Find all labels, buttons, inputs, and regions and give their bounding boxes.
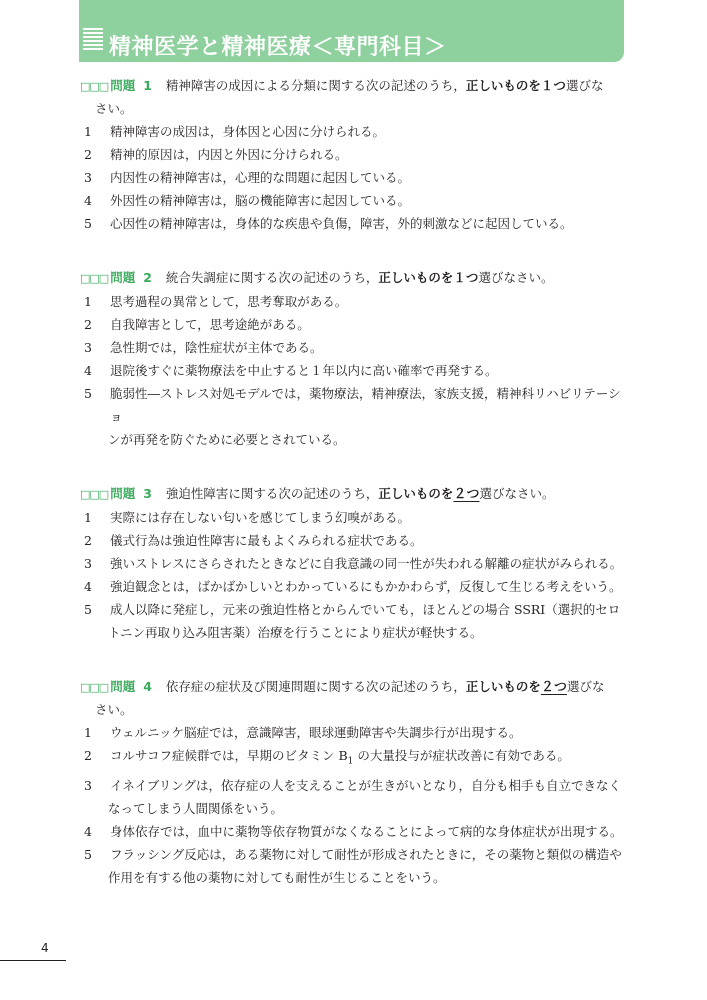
option-item — [80, 598, 630, 621]
option-text: フラッシング反応は，ある薬物に対して耐性が形成されたときに，その薬物と類似の構造や — [110, 846, 622, 862]
subscript: 1 — [347, 756, 354, 767]
option-number: 3 — [84, 777, 92, 793]
question-stem — [80, 483, 630, 506]
checkbox-icons[interactable]: □□□ — [80, 488, 109, 501]
option-continuation: トニン再取り込み阻害薬）治療を行うことにより症状が軽快する。 — [108, 625, 483, 640]
option-text: 脆弱性―ストレス対処モデルでは，薬物療法，精神療法，家族支援，精神科リハビリテーショ — [110, 386, 621, 424]
question-stem — [80, 75, 630, 98]
option-number: 1 — [84, 124, 92, 139]
option-item — [80, 212, 630, 235]
option-text: 退院後すぐに薬物療法を中止すると１年以内に高い確率で再発する。 — [110, 363, 498, 378]
checkbox-icons[interactable]: □□□ — [80, 681, 109, 694]
stem-emphasis: 正しいものを１つ — [378, 270, 479, 285]
option-item — [80, 843, 630, 866]
question-label: 問題 — [110, 486, 136, 501]
option-item — [80, 820, 630, 843]
option-item — [80, 744, 630, 774]
stem-text: 統合失調症に関する次の記述のうち， — [165, 270, 379, 285]
option-item — [80, 382, 630, 428]
option-number: 4 — [84, 823, 92, 839]
option-number: 4 — [84, 363, 92, 378]
option-text: 強迫観念とは，ばかばかしいとわかっているにもかかわらず，反復して生じる考えをいう。 — [110, 579, 622, 594]
header-stripes-icon — [83, 28, 103, 52]
page-number: 4 — [41, 941, 49, 955]
option-text-pre: コルサコフ症候群では，早期のビタミン B — [110, 748, 348, 763]
option-text-post: の大量投与が症状改善に有効である。 — [353, 748, 570, 763]
option-text: 実際には存在しない匂いを感じてしまう幻嗅がある。 — [110, 510, 411, 525]
option-text: 儀式行為は強迫性障害に最もよくみられる症状である。 — [110, 533, 423, 548]
option-item — [80, 313, 630, 336]
stem-text-end: 選びな — [566, 679, 605, 694]
option-number: 3 — [84, 556, 92, 571]
question-stem — [80, 676, 630, 699]
stem-text: 強迫性障害に関する次の記述のうち， — [165, 486, 379, 501]
option-item — [80, 552, 630, 575]
question-stem — [80, 267, 630, 290]
checkbox-icons[interactable]: □□□ — [80, 272, 109, 285]
option-number: 2 — [84, 533, 92, 548]
question-number: 4 — [143, 679, 152, 694]
option-text: ウェルニッケ脳症では，意識障害，眼球運動障害や失調歩行が出現する。 — [110, 725, 522, 740]
question-label: 問題 — [110, 270, 136, 285]
option-text: 外因性の精神障害は，脳の機能障害に起因している。 — [110, 193, 411, 208]
option-number: 4 — [84, 579, 92, 594]
option-continuation: ンが再発を防ぐために必要とされている。 — [108, 432, 346, 447]
option-text: 精神的原因は，内因と外因に分けられる。 — [110, 147, 348, 162]
option-text: 強いストレスにさらされたときなどに自我意識の同一性が失われる解離の症状がみられる。 — [110, 556, 623, 571]
option-item — [80, 774, 630, 797]
stem-continuation: さい。 — [95, 702, 133, 717]
stem-text-end: 選びなさい。 — [479, 486, 555, 501]
option-continuation: 作用を有する他の薬物に対しても耐性が生じることをいう。 — [108, 869, 446, 885]
stem-emphasis: 正しいものを — [465, 679, 541, 694]
option-number: 5 — [84, 216, 92, 231]
option-text: 自我障害として，思考途絶がある。 — [110, 317, 310, 332]
option-item — [80, 575, 630, 598]
stem-underline: ２つ — [453, 487, 480, 502]
option-number: 5 — [84, 846, 92, 862]
option-text: 身体依存では，血中に薬物等依存物質がなくなることによって病的な身体症状が出現する。 — [110, 823, 623, 839]
page-title: 精神医学と精神医療＜専門科目＞ — [109, 35, 447, 60]
stem-continuation: さい。 — [95, 101, 133, 116]
option-item — [80, 166, 630, 189]
option-text: イネイブリングは，依存症の人を支えることが生きがいとなり，自分も相手も自立できなく — [110, 777, 622, 793]
option-text: 成人以降に発症し，元来の強迫性格とからんでいても，ほとんどの場合 SSRI（選択的セロ — [110, 602, 621, 617]
option-number: 3 — [84, 340, 92, 355]
option-item — [80, 143, 630, 166]
question-4 — [80, 676, 630, 889]
stem-underline: ２つ — [540, 680, 567, 695]
option-item — [80, 120, 630, 143]
option-item — [80, 189, 630, 212]
option-text: 内因性の精神障害は，心理的な問題に起因している。 — [110, 170, 411, 185]
question-number: 1 — [143, 78, 152, 93]
question-3 — [80, 483, 630, 644]
option-item — [80, 359, 630, 382]
option-number: 5 — [84, 602, 92, 617]
option-number: 2 — [84, 147, 92, 162]
question-label: 問題 — [110, 78, 136, 93]
option-text: 急性期では，陰性症状が主体である。 — [110, 340, 323, 355]
question-number: 2 — [143, 270, 152, 285]
option-item — [80, 506, 630, 529]
option-item — [80, 529, 630, 552]
footer-rule — [0, 960, 66, 961]
question-list — [80, 75, 630, 921]
option-continuation: なってしまう人間関係をいう。 — [108, 800, 284, 816]
question-label: 問題 — [110, 679, 136, 694]
stem-text: 精神障害の成因による分類に関する次の記述のうち， — [165, 78, 466, 93]
option-number: 2 — [84, 317, 92, 332]
question-2 — [80, 267, 630, 451]
checkbox-icons[interactable]: □□□ — [80, 80, 109, 93]
stem-text-end: 選びなさい。 — [478, 270, 554, 285]
option-number: 5 — [84, 386, 92, 401]
option-item — [80, 336, 630, 359]
stem-text: 依存症の症状及び関連問題に関する次の記述のうち， — [165, 679, 466, 694]
option-number: 1 — [84, 725, 92, 740]
option-item — [80, 290, 630, 313]
option-item — [80, 721, 630, 744]
option-number: 2 — [84, 748, 92, 763]
option-number: 3 — [84, 170, 92, 185]
option-number: 1 — [84, 510, 92, 525]
stem-emphasis: 正しいものを１つ — [465, 78, 566, 93]
option-text — [110, 744, 630, 774]
stem-text-end: 選びな — [565, 78, 604, 93]
option-text: 思考過程の異常として，思考奪取がある。 — [110, 294, 348, 309]
option-text: 精神障害の成因は，身体因と心因に分けられる。 — [110, 124, 386, 139]
stem-emphasis: 正しいものを — [378, 486, 454, 501]
option-number: 1 — [84, 294, 92, 309]
option-text: 心因性の精神障害は，身体的な疾患や負傷，障害，外的刺激などに起因している。 — [110, 216, 573, 231]
option-number: 4 — [84, 193, 92, 208]
question-number: 3 — [143, 486, 152, 501]
question-1 — [80, 75, 630, 235]
